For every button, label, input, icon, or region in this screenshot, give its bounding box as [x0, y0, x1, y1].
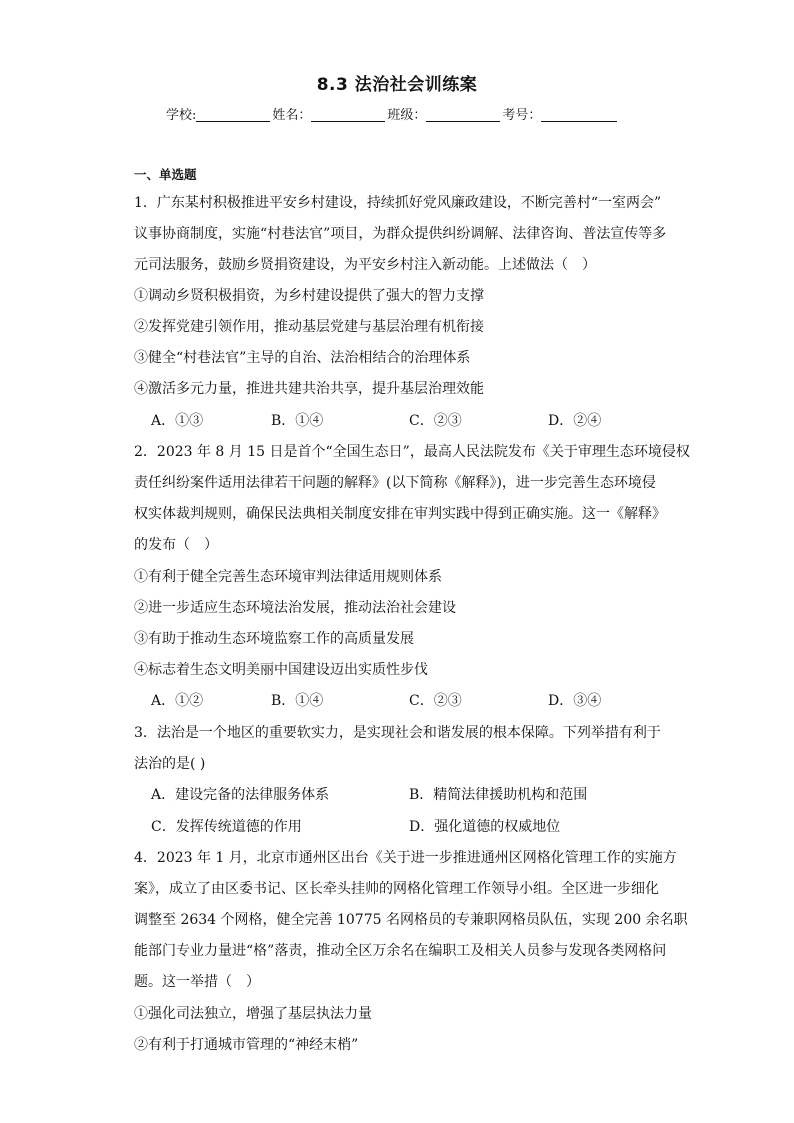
q2-option-b[interactable]: B．①④: [271, 693, 324, 709]
page-title: 8.3 法治社会训练案: [316, 75, 478, 95]
q3-option-c[interactable]: C．发挥传统道德的作用: [151, 819, 302, 835]
class-blank[interactable]: [426, 107, 500, 122]
q1-item: ③健全“村巷法官”主导的自治、法治相结合的治理体系: [134, 350, 471, 366]
q2-item: ②进一步适应生态环境法治发展，推动法治社会建设: [134, 600, 456, 616]
section-heading: 一、单选题: [134, 167, 197, 182]
q1-option-a[interactable]: A．①③: [151, 413, 204, 429]
q1-stem-line: 1．广东某村积极推进平安乡村建设，持续抓好党风廉政建设，不断完善村“一室两会”: [134, 195, 662, 211]
q2-stem-line: 责任纠纷案件适用法律若干问题的解释》(以下简称《解释》)，进一步完善生态环境侵: [134, 475, 656, 491]
q3-option-a[interactable]: A．建设完备的法律服务体系: [151, 787, 330, 803]
q4-stem-line: 案》，成立了由区委书记、区长牵头挂帅的网格化管理工作领导小组。全区进一步细化: [134, 881, 659, 897]
school-label: 学校:: [166, 108, 197, 123]
q2-item: ③有助于推动生态环境监察工作的高质量发展: [134, 631, 414, 647]
q1-item: ④激活多元力量，推进共建共治共享，提升基层治理效能: [134, 381, 484, 397]
q3-stem-line: 3．法治是一个地区的重要软实力，是实现社会和谐发展的根本保障。下列举措有利于: [134, 725, 661, 741]
q2-stem-line: 2．2023 年 8 月 15 日是首个“全国生态日”，最高人民法院发布《关于审理生态环境侵权: [134, 444, 690, 460]
q2-option-a[interactable]: A．①②: [151, 693, 204, 709]
q3-stem-line: 法治的是( ): [134, 756, 206, 772]
q3-option-b[interactable]: B．精简法律援助机构和范围: [409, 787, 588, 803]
q1-option-c[interactable]: C．②③: [409, 413, 462, 429]
q1-stem-line: 元司法服务，鼓励乡贤捐资建设，为平安乡村注入新动能。上述做法（ ）: [134, 257, 596, 273]
q2-option-c[interactable]: C．②③: [409, 693, 462, 709]
q1-stem-line: 议事协商制度，实施“村巷法官”项目，为群众提供纠纷调解、法律咨询、普法宣传等多: [134, 226, 667, 242]
school-blank[interactable]: [196, 107, 270, 122]
q1-item: ①调动乡贤积极捐资，为乡村建设提供了强大的智力支撑: [134, 288, 484, 304]
name-blank[interactable]: [311, 107, 385, 122]
q2-item: ④标志着生态文明美丽中国建设迈出实质性步伐: [134, 662, 428, 678]
q2-item: ①有利于健全完善生态环境审判法律适用规则体系: [134, 569, 442, 585]
q3-option-d[interactable]: D．强化道德的权威地位: [409, 819, 561, 835]
q1-option-d[interactable]: D．②④: [548, 413, 602, 429]
q4-item: ①强化司法独立，增强了基层执法力量: [134, 1006, 372, 1022]
q2-option-d[interactable]: D．③④: [548, 693, 602, 709]
q4-stem-line: 能部门专业力量进“格”落责，推动全区万余名在编职工及相关人员参与发现各类网格问: [134, 943, 667, 959]
q4-stem-line: 4．2023 年 1 月，北京市通州区出台《关于进一步推进通州区网格化管理工作的实施方: [134, 850, 677, 866]
student-info-line: [166, 104, 619, 123]
q2-stem-line: 的发布（ ）: [134, 537, 218, 553]
exam-number-label: 考号：: [502, 108, 542, 123]
q4-item: ②有利于打通城市管理的“神经末梢”: [134, 1037, 359, 1053]
q1-option-b[interactable]: B．①④: [271, 413, 324, 429]
q4-stem-line: 调整至 2634 个网格，健全完善 10775 名网格员的专兼职网格员队伍，实现 200 余名职: [134, 912, 688, 928]
q1-item: ②发挥党建引领作用，推动基层党建与基层治理有机衔接: [134, 319, 484, 335]
exam-number-blank[interactable]: [541, 107, 617, 122]
name-label: 姓名：: [272, 108, 312, 123]
q2-stem-line: 权实体裁判规则，确保民法典相关制度安排在审判实践中得到正确实施。这一《解释》: [134, 506, 666, 522]
q4-stem-line: 题。这一举措（ ）: [134, 974, 260, 990]
class-label: 班级：: [387, 108, 427, 123]
